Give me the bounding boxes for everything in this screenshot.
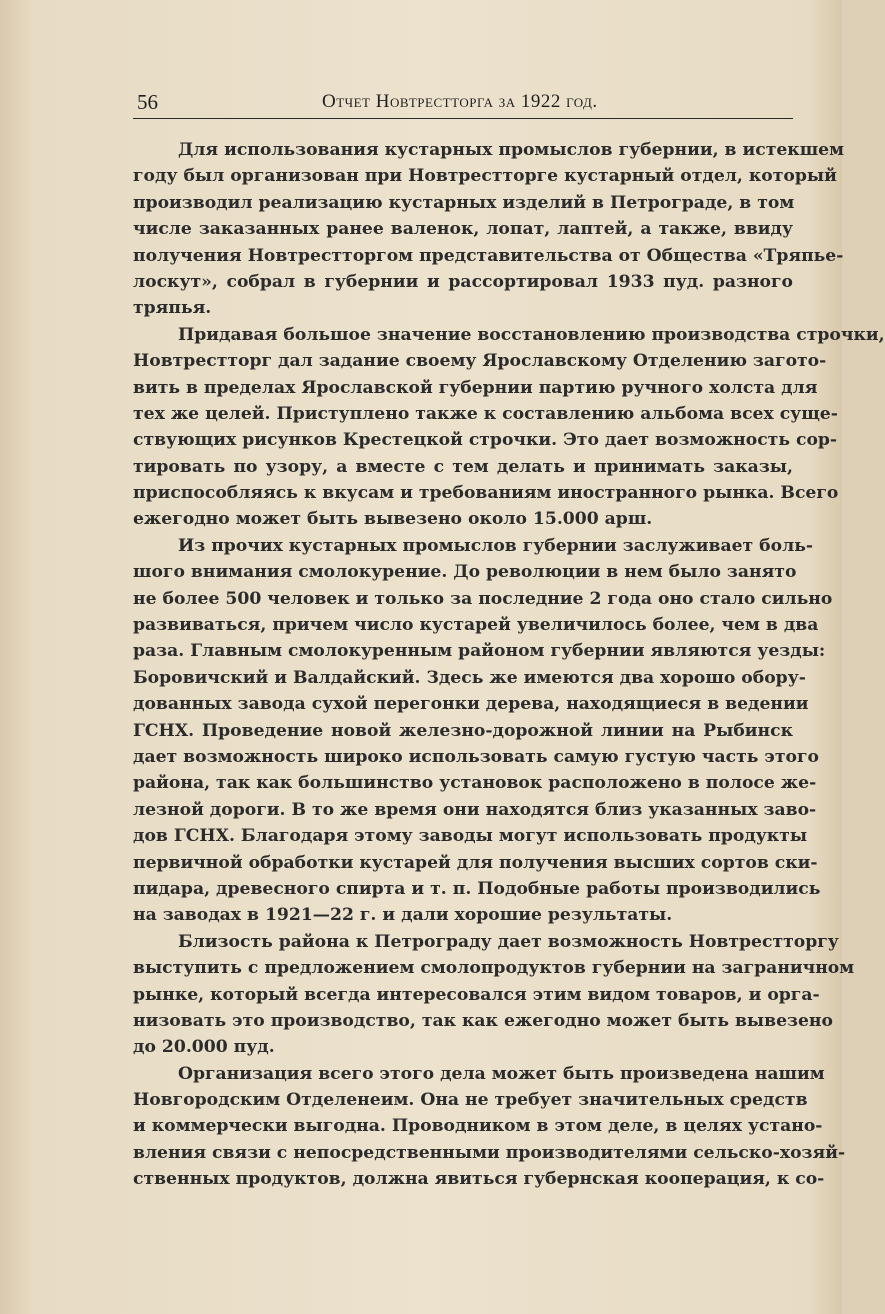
text-line: низовать это производство, так как ежегодно может быть вывезено <box>133 1010 833 1031</box>
page-number: 56 <box>137 90 158 114</box>
running-title: Отчет Новтрестторга за 1922 год. <box>322 91 598 112</box>
text-line: не более 500 человек и только за последние 2 года оно стало сильно <box>133 588 833 609</box>
text-line: до 20.000 пуд. <box>133 1037 275 1058</box>
text-line: первичной обработки кустарей для получения высших сортов ски- <box>133 852 818 873</box>
text-line: дает возможность широко использовать самую густую часть этого <box>133 746 819 767</box>
text-line: ежегодно может быть вывезено около 15.000 арш. <box>133 509 653 530</box>
body-text <box>133 137 885 1193</box>
text-line: дованных завода сухой перегонки дерева, находящиеся в ведении <box>133 694 809 715</box>
text-line: шого внимания смолокурение. До революции в нем было занято <box>133 562 797 583</box>
text-line: году был организован при Новтрестторге кустарный отдел, который <box>133 166 837 187</box>
text-line: производил реализацию кустарных изделий в Петрограде, в том <box>133 192 795 213</box>
text-line: дов ГСНХ. Благодаря этому заводы могут использовать продукты <box>133 826 808 847</box>
text-line: рынке, который всегда интересовался этим видом товаров, и орга- <box>133 984 820 1005</box>
text-line: Организация всего этого дела может быть произведена нашим <box>178 1063 825 1084</box>
text-line: ГСНХ. Проведение новой железно-дорожной линии на Рыбинск <box>133 720 793 741</box>
text-line: тех же целей. Приступлено также к составлению альбома всех суще- <box>133 403 838 424</box>
text-line: тряпья. <box>133 298 212 319</box>
text-line: приспособляясь к вкусам и требованиям иностранного рынка. Всего <box>133 483 839 504</box>
text-line: Из прочих кустарных промыслов губернии заслуживает боль- <box>178 535 814 556</box>
text-line: на заводах в 1921—22 г. и дали хорошие результаты. <box>133 905 673 926</box>
text-line: получения Новтрестторгом представительства от Общества «Тряпье- <box>133 245 844 266</box>
text-line: вления связи с непосредственными производителями сельско-хозяй- <box>133 1142 846 1163</box>
text-line: числе заказанных ранее валенок, лопат, лаптей, а также, ввиду <box>133 219 793 240</box>
text-line: выступить с предложением смолопродуктов губернии на заграничном <box>133 958 855 979</box>
text-line: лезной дороги. В то же время они находятся близ указанных заво- <box>133 799 817 820</box>
text-line: Придавая большое значение восстановлению производства строчки, <box>178 324 885 345</box>
running-header <box>133 84 793 119</box>
text-line: Новгородским Отделенеим. Она не требует значительных средств <box>133 1090 808 1111</box>
text-line: ственных продуктов, должна явиться губернская кооперация, к со- <box>133 1169 825 1190</box>
text-line: пидара, древесного спирта и т. п. Подобные работы производились <box>133 878 821 899</box>
text-line: Боровичский и Валдайский. Здесь же имеются два хорошо обору- <box>133 667 806 688</box>
text-line: лоскут», собрал в губернии и рассортировал 1933 пуд. разного <box>133 271 793 292</box>
text-line: раза. Главным смолокуренным районом губернии являются уезды: <box>133 641 826 662</box>
text-line: тировать по узору, а вместе с тем делать и принимать заказы, <box>133 456 793 477</box>
text-line: ствующих рисунков Крестецкой строчки. Это дает возможность сор- <box>133 430 838 451</box>
text-line: и коммерчески выгодна. Проводником в этом деле, в целях устано- <box>133 1116 823 1137</box>
text-line: Близость района к Петрограду дает возможность Новтрестторгу <box>178 931 839 952</box>
text-line: Новтрестторг дал задание своему Ярославскому Отделению загото- <box>133 351 827 372</box>
text-line: Для использования кустарных промыслов губернии, в истекшем <box>178 140 845 160</box>
text-line: вить в пределах Ярославской губернии партию ручного холста для <box>133 377 818 398</box>
text-line: района, так как большинство установок расположено в полосе же- <box>133 773 817 794</box>
text-line: развиваться, причем число кустарей увеличилось более, чем в два <box>133 615 819 636</box>
